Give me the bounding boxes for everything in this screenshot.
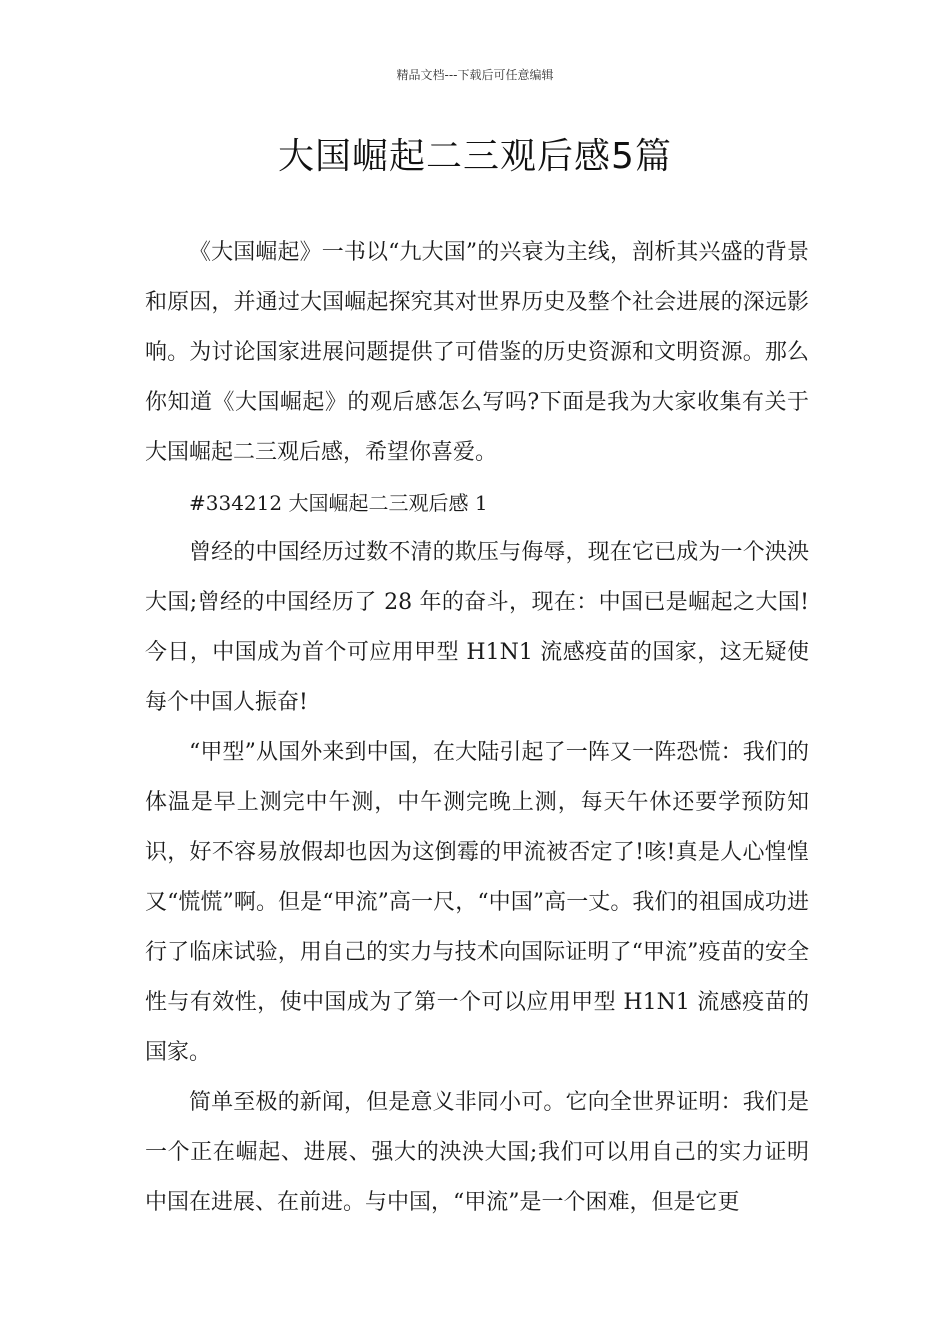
body-paragraph-2: “甲型”从国外来到中国，在大陆引起了一阵又一阵恐慌：我们的体温是早上测完中午测，中午测完晚上测，每天午休还要学预防知识，好不容易放假却也因为这倒霉的甲流被否定了!咳!真是人心惶惶又“慌慌”啊。但是“甲流”高一尺，“中国”高一丈。我们的祖国成功进行了临床试验，用自己的实力与技术向国际证明了“甲流”疫苗的安全性与有效性，使中国成为了第一个可以应用甲型 H1N1 流感疫苗的国家。 [145,740,809,1065]
body-paragraph-3: 简单至极的新闻，但是意义非同小可。它向全世界证明：我们是一个正在崛起、进展、强大的泱泱大国;我们可以用自己的实力证明中国在进展、在前进。与中国，“甲流”是一个困难，但是它更 [145,1090,809,1215]
document-title: 大国崛起二三观后感5篇 [278,136,672,177]
document-body [145,228,809,1228]
body-paragraph-1: 曾经的中国经历过数不清的欺压与侮辱，现在它已成为一个泱泱大国;曾经的中国经历了 28 年的奋斗，现在：中国已是崛起之大国!今日，中国成为首个可应用甲型 H1N1 流感疫苗的国家，这无疑使每个中国人振奋! [145,540,809,715]
section-heading: #334212 大国崛起二三观后感 1 [189,491,488,515]
intro-paragraph: 《大国崛起》一书以“九大国”的兴衰为主线，剖析其兴盛的背景和原因，并通过大国崛起探究其对世界历史及整个社会进展的深远影响。为讨论国家进展问题提供了可借鉴的历史资源和文明资源。那么你知道《大国崛起》的观后感怎么写吗?下面是我为大家收集有关于大国崛起二三观后感，希望你喜爱。 [145,240,809,465]
page-header: 精品文档---下载后可任意编辑 [396,68,554,82]
